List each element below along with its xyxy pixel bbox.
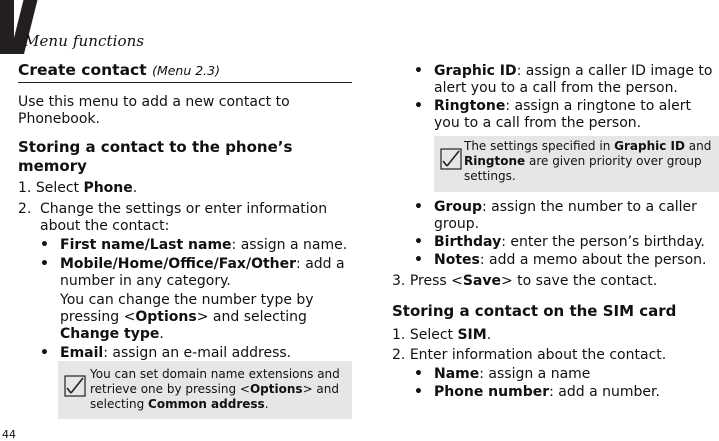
step-text-post: > to save the contact. — [501, 273, 658, 289]
bullet-item — [434, 98, 719, 132]
step-3 — [392, 273, 657, 290]
bullet-item — [434, 252, 719, 269]
step-text-post: . — [486, 327, 492, 343]
bullet-bold: Birthday — [434, 234, 502, 250]
sim-step-1 — [392, 327, 491, 344]
bullet-dot: • — [40, 256, 49, 272]
extra-pre: You can change the number type by pressing < — [60, 292, 314, 325]
running-title: Menu functions — [24, 32, 145, 50]
bullet-dot: • — [40, 345, 49, 361]
step-text: Enter information about the contact. — [409, 347, 667, 363]
bullet-text: : assign the number to a caller group. — [434, 199, 697, 232]
subhead-phone-memory: Storing a contact to the phone’s memory — [18, 138, 293, 175]
step-text-bold: Phone — [83, 180, 133, 196]
bullet-text: : add a number. — [549, 384, 660, 400]
note-bold-ringtone: Ringtone — [464, 154, 526, 168]
bullet-item — [434, 63, 719, 97]
note-post: . — [264, 397, 269, 411]
step-2-number: 2. — [18, 201, 32, 217]
bullet-dot: • — [414, 366, 423, 382]
step-text-pre: Select — [35, 180, 84, 196]
note-bold-common-address: Common address — [148, 397, 265, 411]
intro-text: Use this menu to add a new contact to Phonebook. — [18, 94, 290, 127]
bullet-item — [60, 256, 352, 290]
bullet-dot: • — [40, 237, 49, 253]
bullet-bold: Group — [434, 199, 483, 215]
note-text — [90, 367, 348, 412]
sim-step-2 — [392, 347, 666, 364]
note-box — [434, 136, 719, 192]
bullet-dot: • — [414, 252, 423, 268]
note-bold-options: Options — [249, 382, 303, 396]
menu-reference: (Menu 2.3) — [152, 63, 220, 78]
bullet-dot: • — [414, 199, 423, 215]
bullet-text: : add a number in any category. — [60, 256, 345, 289]
bullet-item — [434, 366, 714, 383]
bullet-text: : assign a caller ID image to alert you to a call from the person. — [434, 63, 713, 96]
extra-bold-change-type: Change type — [60, 326, 160, 342]
bullet-item — [434, 199, 714, 233]
extra-post: . — [159, 326, 164, 342]
bullet-item — [60, 237, 355, 254]
bullet-bold: Name — [434, 366, 480, 382]
note-box — [58, 361, 352, 419]
bullet-text: : assign an e-mail address. — [103, 345, 292, 361]
bullet-item — [60, 345, 352, 362]
step-text-pre: Select — [409, 327, 458, 343]
bullet-text: : assign a name. — [231, 237, 348, 253]
step-number: 3. — [392, 273, 406, 289]
section-title-text: Create contact — [18, 61, 147, 79]
bullet-bold: Mobile/Home/Office/Fax/Other — [60, 256, 297, 272]
bullet-item — [434, 384, 714, 401]
note-pre: You can set domain name extensions and retrieve one by pressing < — [90, 367, 340, 396]
subhead-sim-card: Storing a contact on the SIM card — [392, 302, 677, 320]
section-rule — [18, 82, 352, 83]
step-text-bold: Save — [462, 273, 501, 289]
note-mid: > and selecting — [90, 382, 340, 411]
bullet-dot: • — [414, 63, 423, 79]
note-post: are given priority over group settings. — [464, 154, 702, 183]
bullet-bold: First name/Last name — [60, 237, 232, 253]
bullet-bold: Ringtone — [434, 98, 506, 114]
step-number: 2. — [392, 347, 406, 363]
section-title — [18, 61, 220, 79]
note-mid: and — [684, 139, 712, 153]
bullet-extra-text — [60, 292, 330, 343]
bullet-text: : assign a name — [479, 366, 591, 382]
note-text — [464, 139, 718, 184]
bullet-text: : assign a ringtone to alert you to a call from the person. — [434, 98, 692, 131]
page-number: 44 — [2, 428, 16, 441]
bullet-text: : add a memo about the person. — [479, 252, 707, 268]
pencil-note-icon — [440, 148, 462, 170]
step-text-pre: Press < — [409, 273, 463, 289]
note-bold-graphic-id: Graphic ID — [614, 139, 685, 153]
pencil-note-icon — [64, 375, 86, 397]
step-text-bold: SIM — [457, 327, 487, 343]
note-pre: The settings specified in — [464, 139, 615, 153]
bullet-dot: • — [414, 384, 423, 400]
bullet-dot: • — [414, 234, 423, 250]
step-number: 1. — [18, 180, 32, 196]
step-1 — [18, 180, 137, 197]
step-2-text: Change the settings or enter information about the contact: — [40, 201, 328, 234]
extra-mid: > and selecting — [196, 309, 307, 325]
bullet-bold: Phone number — [434, 384, 550, 400]
bullet-bold: Email — [60, 345, 104, 361]
bullet-dot: • — [414, 98, 423, 114]
bullet-bold: Graphic ID — [434, 63, 517, 79]
bullet-text: : enter the person’s birthday. — [501, 234, 705, 250]
bullet-bold: Notes — [434, 252, 480, 268]
step-number: 1. — [392, 327, 406, 343]
extra-bold-options: Options — [135, 309, 197, 325]
step-text-post: . — [132, 180, 138, 196]
bullet-item — [434, 234, 719, 251]
